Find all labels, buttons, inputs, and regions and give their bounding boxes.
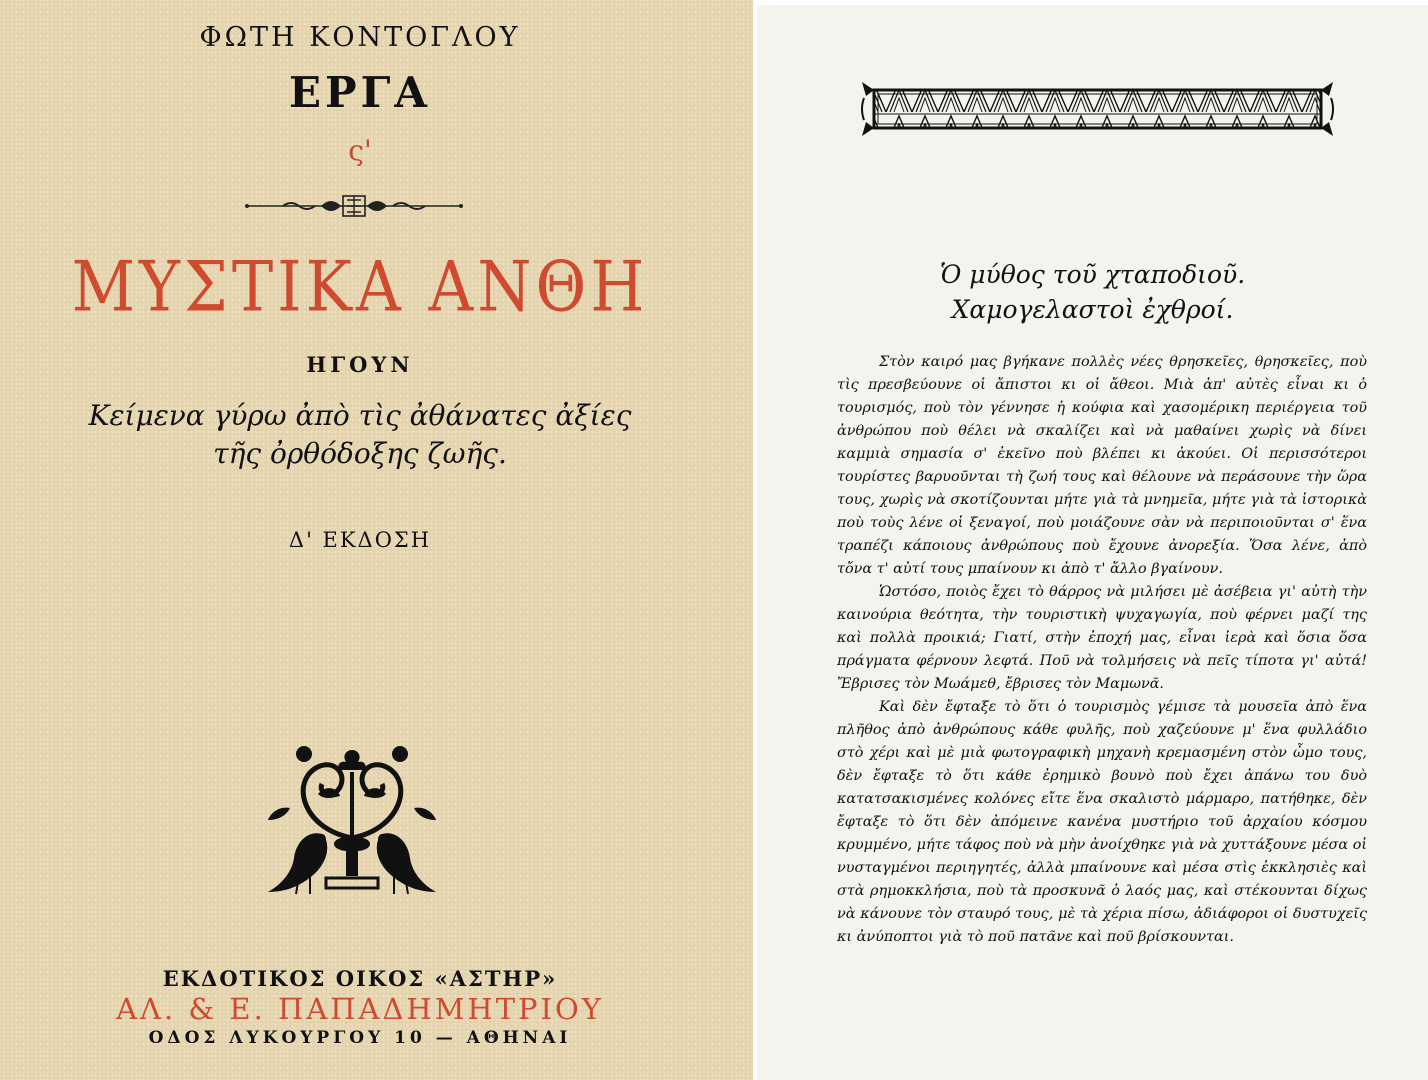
scroll-ornament-icon — [243, 192, 465, 220]
cover-publisher: ΕΚΔΟΤΙΚΟΣ ΟΙΚΟΣ «ΑΣΤΗΡ» — [162, 966, 558, 991]
cover-subtitle-line1: Κείμενα γύρω ἀπὸ τὶς ἀθάνατες ἀξίες — [88, 399, 632, 432]
cover-edition: Δ' ΕΚΔΟΣΗ — [288, 528, 432, 552]
cover-publisher-name: ΑΛ. & Ε. ΠΑΠΑΔΗΜΗΤΡΙΟΥ — [116, 992, 604, 1026]
paragraph: Ὡστόσο, ποιὸς ἔχει τὸ θάρρος νὰ μιλήσει μὲ ἀσέβεια γι' αὐτὴ τὴν καινούρια θεότητα, τὴν τουριστικὴ ψυχαγωγία, ποὺ φέρνει μαζί της καὶ πολλὰ προικιά; Γιατί, στὴν ἐποχή μας, εἶναι ἱερὰ καὶ ὅσια ὅσα πράγματα φέρνουν λεφτά. Ποῦ νὰ τολμήσεις νὰ πεῖς τίποτα γι' αὐτά! Ἔβρισες τὸν Μωάμεθ, ἔβρισες τὸν Μαμωνᾶ. — [837, 584, 1367, 692]
birds-and-flower-emblem-icon — [260, 738, 445, 908]
cover-subtitle — [0, 397, 720, 473]
cover-volume-number: ς' — [348, 134, 372, 167]
cover-subtitle-line2: τῆς ὀρθόδοξης ζωῆς. — [213, 437, 507, 470]
meander-header-band-icon — [860, 78, 1335, 140]
cover-works: ΕΡΓΑ — [289, 68, 431, 117]
cover-author: ΦΩΤΗ ΚΟΝΤΟΓΛΟΥ — [199, 22, 521, 53]
chapter-title-line1: Ὁ μύθος τοῦ χταποδιοῦ. — [939, 260, 1246, 289]
cover-title: ΜΥΣΤΙΚΑ ΑΝΘΗ — [71, 245, 649, 328]
chapter-body — [837, 351, 1367, 949]
cover-address: ΟΔΟΣ ΛΥΚΟΥΡΓΟΥ 10 — ΑΘΗΝΑΙ — [148, 1028, 572, 1048]
chapter-title-line2: Χαμογελαστοὶ ἐχθροί. — [951, 295, 1234, 324]
cover-hgoun: ΗΓΟΥΝ — [306, 352, 414, 377]
book-page — [757, 5, 1428, 1080]
paragraph: Στὸν καιρό μας βγήκανε πολλὲς νέες θρησκεῖες, θρησκεῖες, ποὺ τὶς πρεσβεύουνε οἱ ἄπιστοι κι οἱ ἄθεοι. Μιὰ ἀπ' αὐτὲς εἶναι κι ὁ τουρισμός, ποὺ τὸν γέννησε ἡ κούφια καὶ χασομέρικη περιέργεια τοῦ ἀνθρώπου ποὺ θέλει νὰ σκαλίζει καὶ νὰ μαθαίνει χωρὶς νὰ δίνει καμμιὰ σημασία σ' ἐκεῖνο ποὺ βλέπει κι ἀκούει. Οἱ περισσότεροι τουρίστες βαρυοῦνται τὴ ζωή τους καὶ θέλουνε νὰ περάσουνε τὴν ὥρα τους, χωρὶς νὰ σκοτίζουνται μήτε γιὰ τὰ μνημεῖα, μήτε γιὰ τὰ ἱστορικὰ ποὺ τοὺς λένε οἱ ξεναγοί, ποὺ μοιάζουνε σὰν νὰ περιποιοῦνται σ' ἕνα τραπέζι κάποιους ἀνθρώπους ποὺ ἔχουνε ἀνορεξία. Ὅσα λένε, ἀπὸ τὄνα τ' αὐτί τους μπαίνουν κι ἀπὸ τ' ἄλλο βγαίνουν. — [837, 354, 1367, 577]
paragraph: Καὶ δὲν ἔφταξε τὸ ὅτι ὁ τουρισμὸς γέμισε τὰ μουσεῖα ἀπὸ ἕνα πλῆθος ἀπὸ ἀνθρώπους κάθε φυλῆς, ποὺ χαζεύουνε μ' ἕνα φυλλάδιο στὸ χέρι καὶ μὲ μιὰ φωτογραφικὴ μηχανὴ κρεμασμένη στὸν ὦμο τους, δὲν ἔφταξε τὸ ὅτι κάθε ἐρημικὸ βουνὸ ποὺ ἔχει ἀπάνω του δυὸ κατατσακισμένες κολόνες εἴτε ἕνα σκαλιστὸ μάρμαρο, πατήθηκε, δὲν ἔφταξε τὸ ὅτι δὲν ἀπόμεινε κανένα μυστήριο τοῦ ἀρχαίου κόσμου κρυμμένο, μήτε τάφος ποὺ νὰ μὴν ἀνοίχθηκε γιὰ νὰ χυττάξουνε μέσα οἱ νυσταγμένοι περιηγητές, ἀλλὰ μπαίνουνε καὶ μέσα στὶς ἐκκλησιὲς καὶ στὰ ρημοκκλήσια, ποὺ τὰ προσκυνᾶ ὁ λαός μας, καὶ στέκουνται δίχως νὰ κάνουνε τὸν σταυρό τους, μὲ τὰ χέρια πίσω, ἀδιάφοροι οἱ δυστυχεῖς κι ἀνύποπτοι γιὰ τὸ ποῦ πατᾶνε καὶ ποῦ βρίσκουνται. — [837, 699, 1367, 945]
